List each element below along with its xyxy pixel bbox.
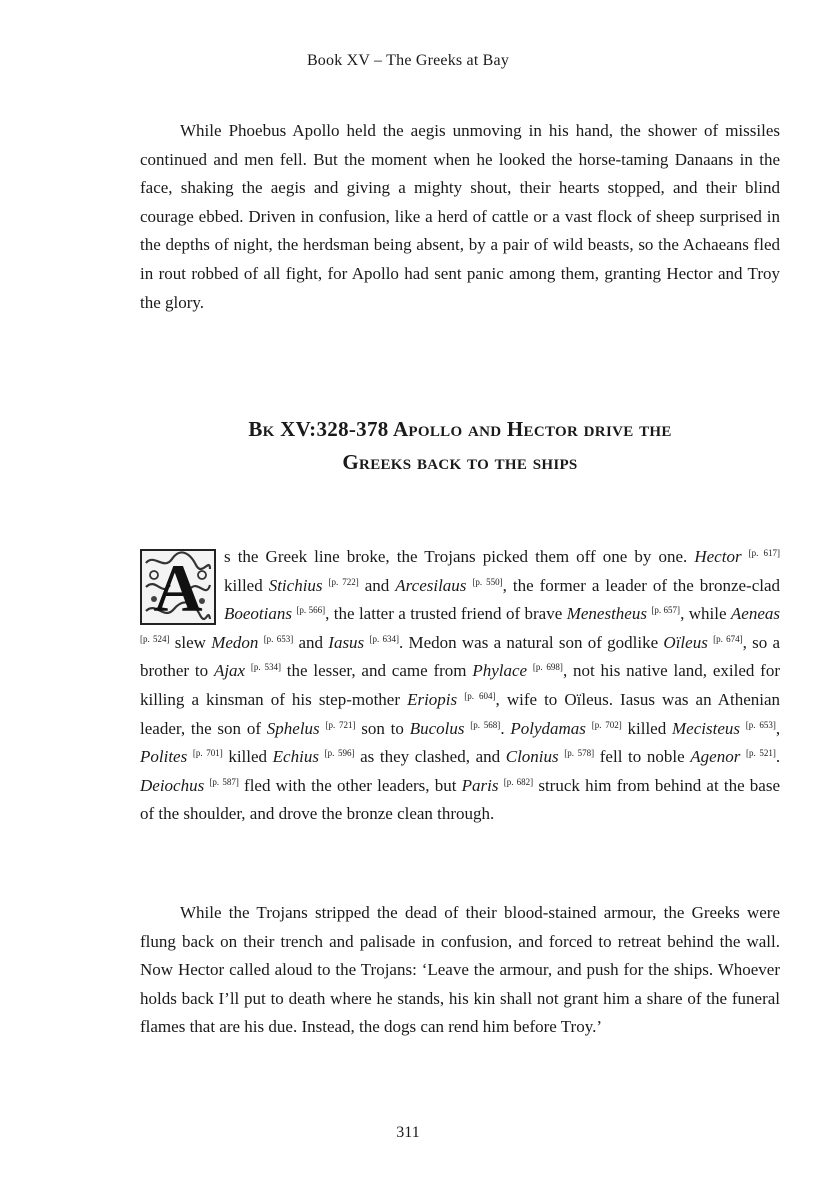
section-heading-line-2: Greeks back to the ships xyxy=(342,450,578,474)
page-reference: [p. 566] xyxy=(296,605,326,616)
name-ajax: Ajax xyxy=(213,661,246,681)
page-reference: [p. 534] xyxy=(250,662,281,673)
name-menestheus: Menestheus xyxy=(566,604,647,624)
name-clonius: Clonius xyxy=(505,747,559,767)
name-polydamas: Polydamas xyxy=(510,718,586,738)
page-reference: [p. 657] xyxy=(651,605,681,616)
name-eriopis: Eriopis xyxy=(407,689,458,709)
name-bucolus: Bucolus xyxy=(409,718,465,738)
page-reference: [p. 722] xyxy=(328,576,359,587)
page-reference: [p. 674] xyxy=(713,633,743,644)
page-reference: [p. 721] xyxy=(325,719,356,730)
page-reference: [p. 617] xyxy=(748,548,780,558)
page-reference: [p. 521] xyxy=(745,748,776,759)
paragraph-apollo-aegis: While Phoebus Apollo held the aegis unmoving in his hand, the shower of missiles continued and men fell. But the moment when he looked the horse-taming Danaans in the face, shaking the aegis and giving a mighty shout, their hearts stopped, and their blind courage ebbed. Driven in confusion, like a herd of cattle or a vast flock of sheep surprised in the depths of night, the herdsman being absent, by a pair of wild beasts, so the Achaeans fled in rout robbed of all fight, for Apollo had sent panic among them, granting Hector and Troy the glory. xyxy=(140,121,780,312)
name-polites: Polites xyxy=(140,747,188,767)
name-deiochus: Deiochus xyxy=(140,775,205,795)
page-reference: [p. 701] xyxy=(192,748,223,759)
running-header: Book XV – The Greeks at Bay xyxy=(306,52,510,69)
name-aeneas: Aeneas xyxy=(730,604,781,624)
name-medon: Medon xyxy=(211,632,259,652)
section-heading xyxy=(140,413,780,479)
name-arcesilaus: Arcesilaus xyxy=(395,575,467,595)
dropcap-letter: A xyxy=(153,550,203,626)
page-reference: [p. 550] xyxy=(472,576,503,587)
name-oileus: Oïleus xyxy=(663,632,708,652)
name-hector: Hector xyxy=(694,547,742,566)
name-phylace: Phylace xyxy=(472,661,528,681)
page-reference: [p. 596] xyxy=(324,748,355,759)
name-stichius: Stichius xyxy=(268,575,323,595)
name-mecisteus: Mecisteus xyxy=(672,718,740,738)
ornamental-dropcap xyxy=(140,549,216,625)
name-echius: Echius xyxy=(272,747,319,767)
paragraph-greek-line-broke: A s the Greek line broke, the Trojans picked them off one by one. Hector [p. 617] killed Stichius [p. 722] and Arcesilaus [p. 550], the former a leader of the bronze-clad Boeotians [p. 566], the latter a trusted friend of brave Menestheus [p. 657], while Aeneas [p. 524] slew Medon [p. 653] and Iasus [p. 634]. Medon was a natural son of godlike Oïleus [p. 674], so a brother to Ajax [p. 534] the lesser, and came from Phylace [p. 698], not his native land, exiled for killing a kinsman of his step-mother Eriopis [p. 604], wife to Oïleus. Iasus was an Athenian leader, the son of Sphelus [p. 721] son to Bucolus [p. 568]. Polydamas [p. 702] killed Mecisteus [p. 653], Polites [p. 701] killed Echius [p. 596] as they clashed, and Clonius [p. 578] fell to noble Agenor [p. 521]. Deiochus [p. 587] fled with the other leaders, but Paris [p. 682] struck him from behind at the base of the shoulder, and drove the bronze clean through. xyxy=(140,547,781,824)
page-reference: [p. 653] xyxy=(263,633,294,644)
name-boeotians: Boeotians xyxy=(224,604,292,624)
page-reference: [p. 682] xyxy=(503,776,534,787)
paragraph-trojans-stripped: While the Trojans stripped the dead of their blood-stained armour, the Greeks were flung back on their trench and palisade in confusion, and forced to retreat behind the wall. Now Hector called aloud to the Trojans: ‘Leave the armour, and push for the ships. Whoever holds back I’ll put to death where he stands, his kin shall not grant him a share of the funeral flames that are his due. Instead, the dogs can rend him before Troy.’ xyxy=(140,903,780,1037)
page-reference: [p. 653] xyxy=(745,719,776,730)
name-sphelus: Sphelus xyxy=(266,718,320,738)
name-agenor: Agenor xyxy=(690,747,741,767)
name-paris: Paris xyxy=(461,775,499,795)
section-heading-line-1: Bk XV:328-378 Apollo and Hector drive the xyxy=(248,417,672,441)
page-reference: [p. 587] xyxy=(209,776,239,787)
page-reference: [p. 524] xyxy=(140,633,170,644)
page-number: 311 xyxy=(396,1124,420,1141)
page-reference: [p. 578] xyxy=(564,748,595,759)
page-reference: [p. 604] xyxy=(464,690,496,701)
page-reference: [p. 568] xyxy=(470,719,501,730)
page-reference: [p. 634] xyxy=(369,633,399,644)
page-reference: [p. 702] xyxy=(591,719,622,730)
name-iasus: Iasus xyxy=(328,632,365,652)
page-reference: [p. 698] xyxy=(532,662,563,673)
